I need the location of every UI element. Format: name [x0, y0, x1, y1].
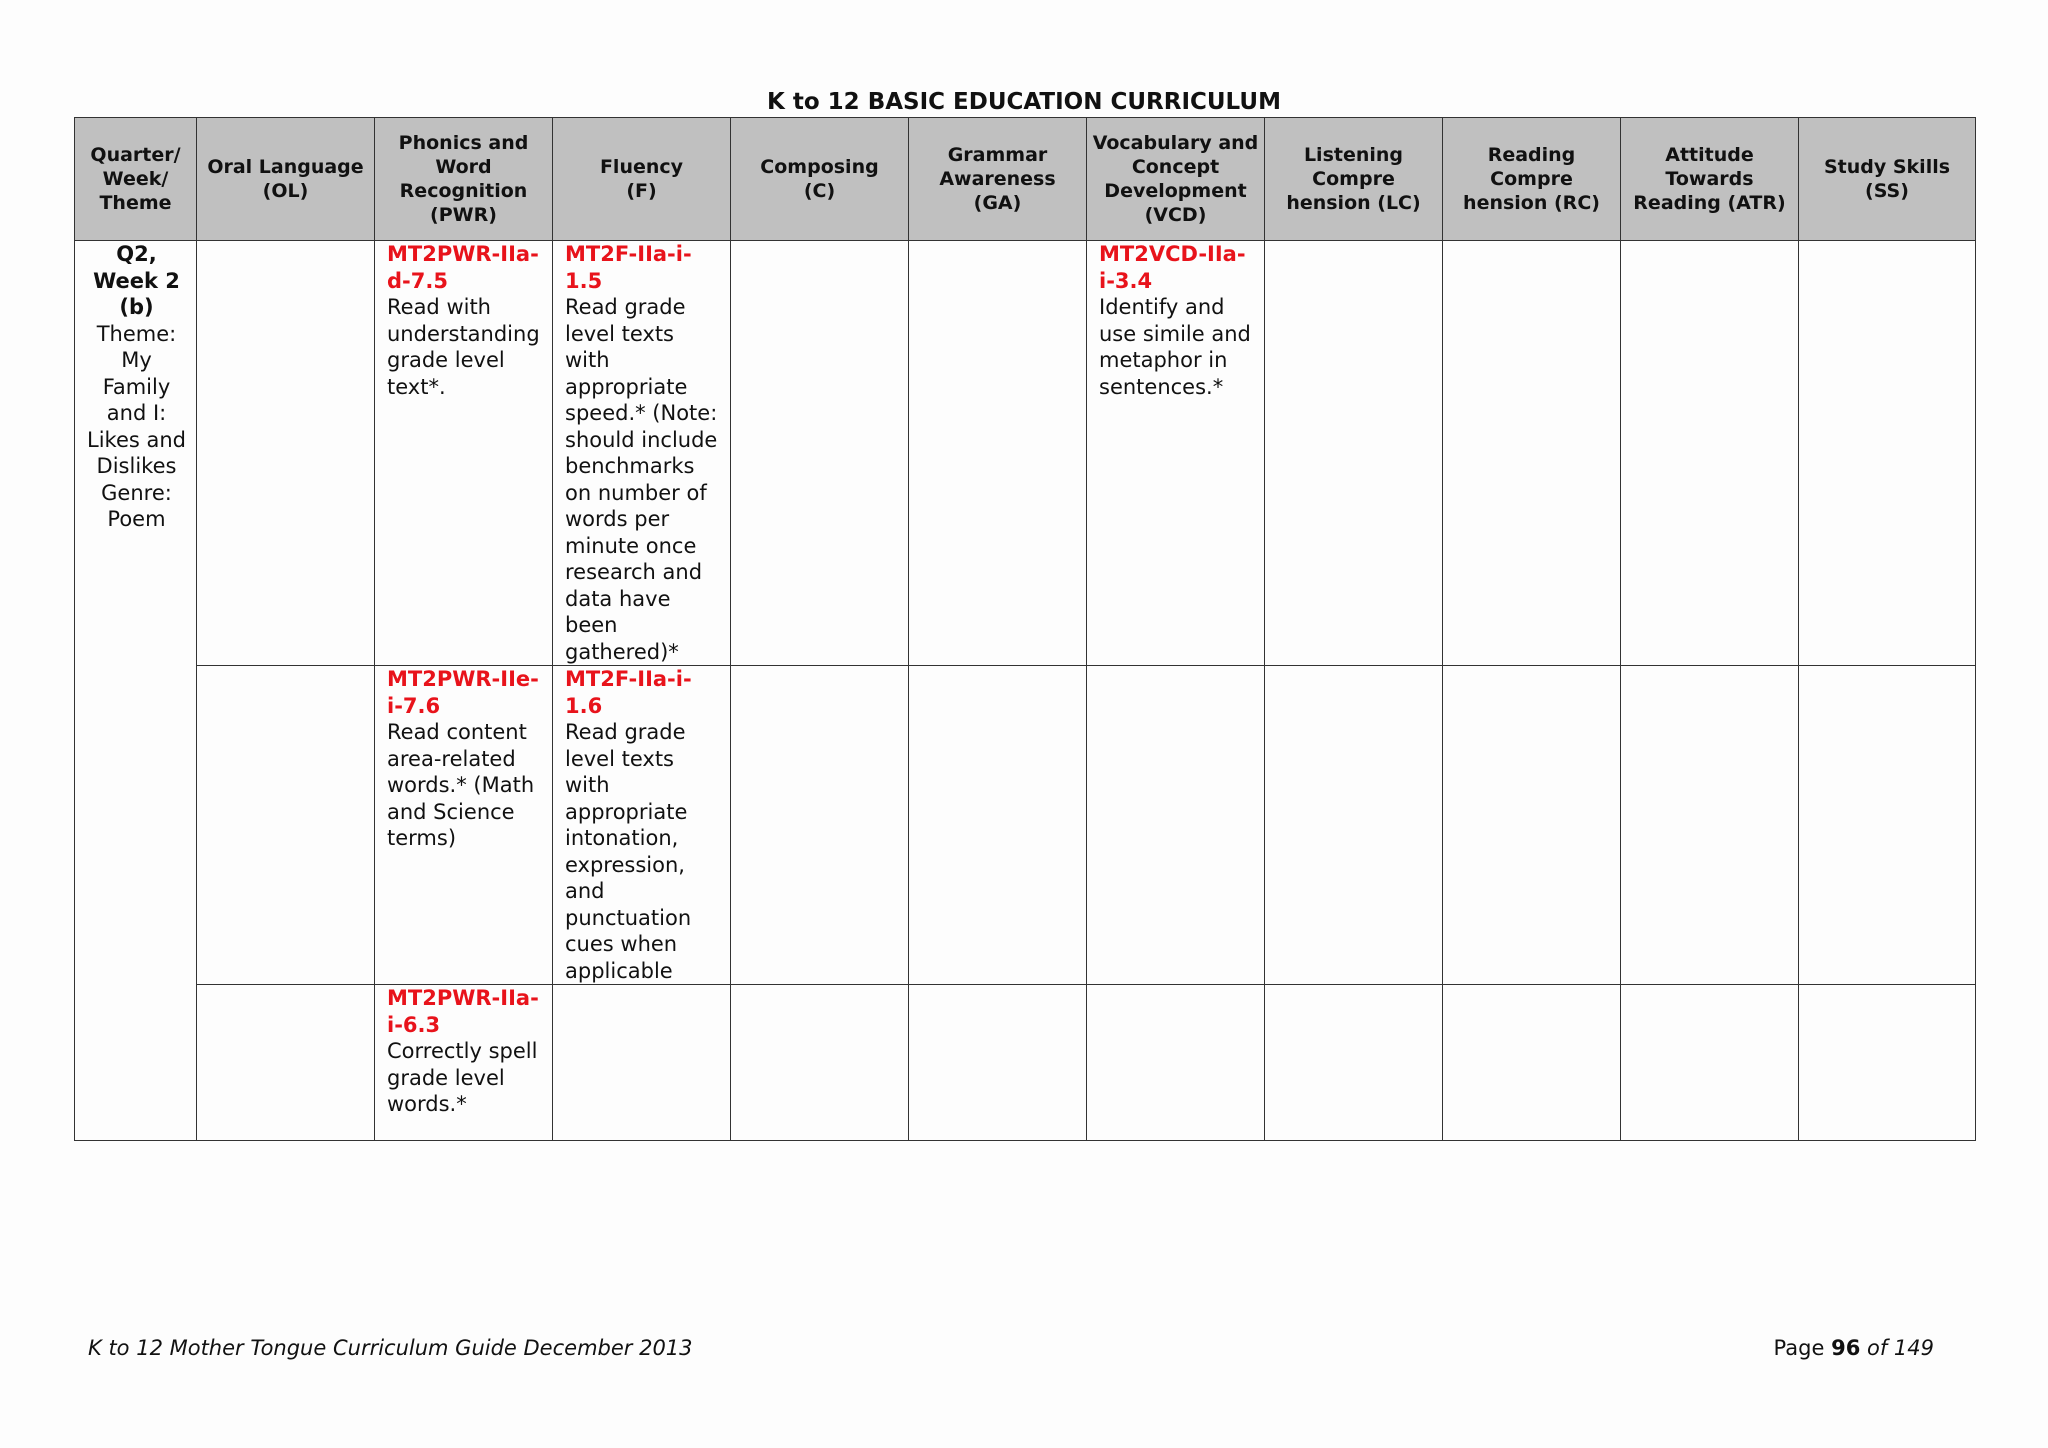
c-cell [731, 666, 909, 985]
table-row [75, 241, 1976, 666]
footer-page-number: Page 96 of 149 [1773, 1336, 1934, 1360]
header-fluency: Fluency (F) [553, 118, 731, 241]
ss-cell [1799, 666, 1976, 985]
c-cell [731, 985, 909, 1141]
vcd-cell [1087, 985, 1265, 1141]
ol-cell [197, 241, 375, 666]
header-row [75, 118, 1976, 241]
footer-document-title: K to 12 Mother Tongue Curriculum Guide December 2013 [88, 1336, 693, 1360]
ss-cell [1799, 985, 1976, 1141]
f-cell [553, 666, 731, 985]
pwr-cell [375, 241, 553, 666]
lc-cell [1265, 985, 1443, 1141]
ss-cell [1799, 241, 1976, 666]
f-cell [553, 985, 731, 1141]
header-oral-language: Oral Language (OL) [197, 118, 375, 241]
header-composing: Composing (C) [731, 118, 909, 241]
header-vocabulary-concept-development: Vocabulary and Concept Development (VCD) [1087, 118, 1265, 241]
competency-text: Correctly spell grade level words.* [387, 1039, 538, 1116]
competency-text: Read content area-related words.* (Math and Science terms) [387, 720, 535, 850]
competency-text: Read grade level texts with appropriate speed.* (Note: should include benchmarks on number of words per minute once research and data have been gathered)* [565, 295, 718, 664]
competency-text: Identify and use simile and metaphor in sentences.* [1099, 295, 1251, 399]
atr-cell [1621, 241, 1799, 666]
competency-code: MT2PWR-IIa-i-6.3 [387, 986, 539, 1037]
header-grammar-awareness: Grammar Awareness (GA) [909, 118, 1087, 241]
rc-cell [1443, 666, 1621, 985]
competency-code: MT2PWR-IIa-d-7.5 [387, 242, 539, 293]
rc-cell [1443, 985, 1621, 1141]
curriculum-table [74, 117, 1976, 1141]
ga-cell [909, 241, 1087, 666]
vcd-cell [1087, 666, 1265, 985]
vcd-cell [1087, 241, 1265, 666]
lc-cell [1265, 666, 1443, 985]
atr-cell [1621, 666, 1799, 985]
competency-code: MT2VCD-IIa-i-3.4 [1099, 242, 1246, 293]
header-reading-comprehension: Reading Compre hension (RC) [1443, 118, 1621, 241]
competency-text: Read with understanding grade level text*. [387, 295, 540, 399]
header-attitude-towards-reading: Attitude Towards Reading (ATR) [1621, 118, 1799, 241]
ga-cell [909, 666, 1087, 985]
header-listening-comprehension: Listening Compre hension (LC) [1265, 118, 1443, 241]
pwr-cell [375, 666, 553, 985]
page-title: K to 12 BASIC EDUCATION CURRICULUM [767, 89, 1281, 115]
pwr-cell [375, 985, 553, 1141]
atr-cell [1621, 985, 1799, 1141]
ol-cell [197, 985, 375, 1141]
competency-text: Read grade level texts with appropriate intonation, expression, and punctuation cues when applicable [565, 720, 692, 983]
lc-cell [1265, 241, 1443, 666]
table-row [75, 666, 1976, 985]
header-phonics-word-recognition: Phonics and Word Recognition (PWR) [375, 118, 553, 241]
competency-code: MT2F-IIa-i-1.6 [565, 667, 692, 718]
header-quarter-week-theme: Quarter/ Week/ Theme [75, 118, 197, 241]
ol-cell [197, 666, 375, 985]
f-cell [553, 241, 731, 666]
c-cell [731, 241, 909, 666]
rc-cell [1443, 241, 1621, 666]
competency-code: MT2PWR-IIe-i-7.6 [387, 667, 539, 718]
theme-cell: Q2, Week 2 (b) Theme: My Family and I: Likes and Dislikes Genre: Poem [75, 241, 197, 1141]
table-row [75, 985, 1976, 1141]
competency-code: MT2F-IIa-i-1.5 [565, 242, 692, 293]
header-study-skills: Study Skills (SS) [1799, 118, 1976, 241]
ga-cell [909, 985, 1087, 1141]
